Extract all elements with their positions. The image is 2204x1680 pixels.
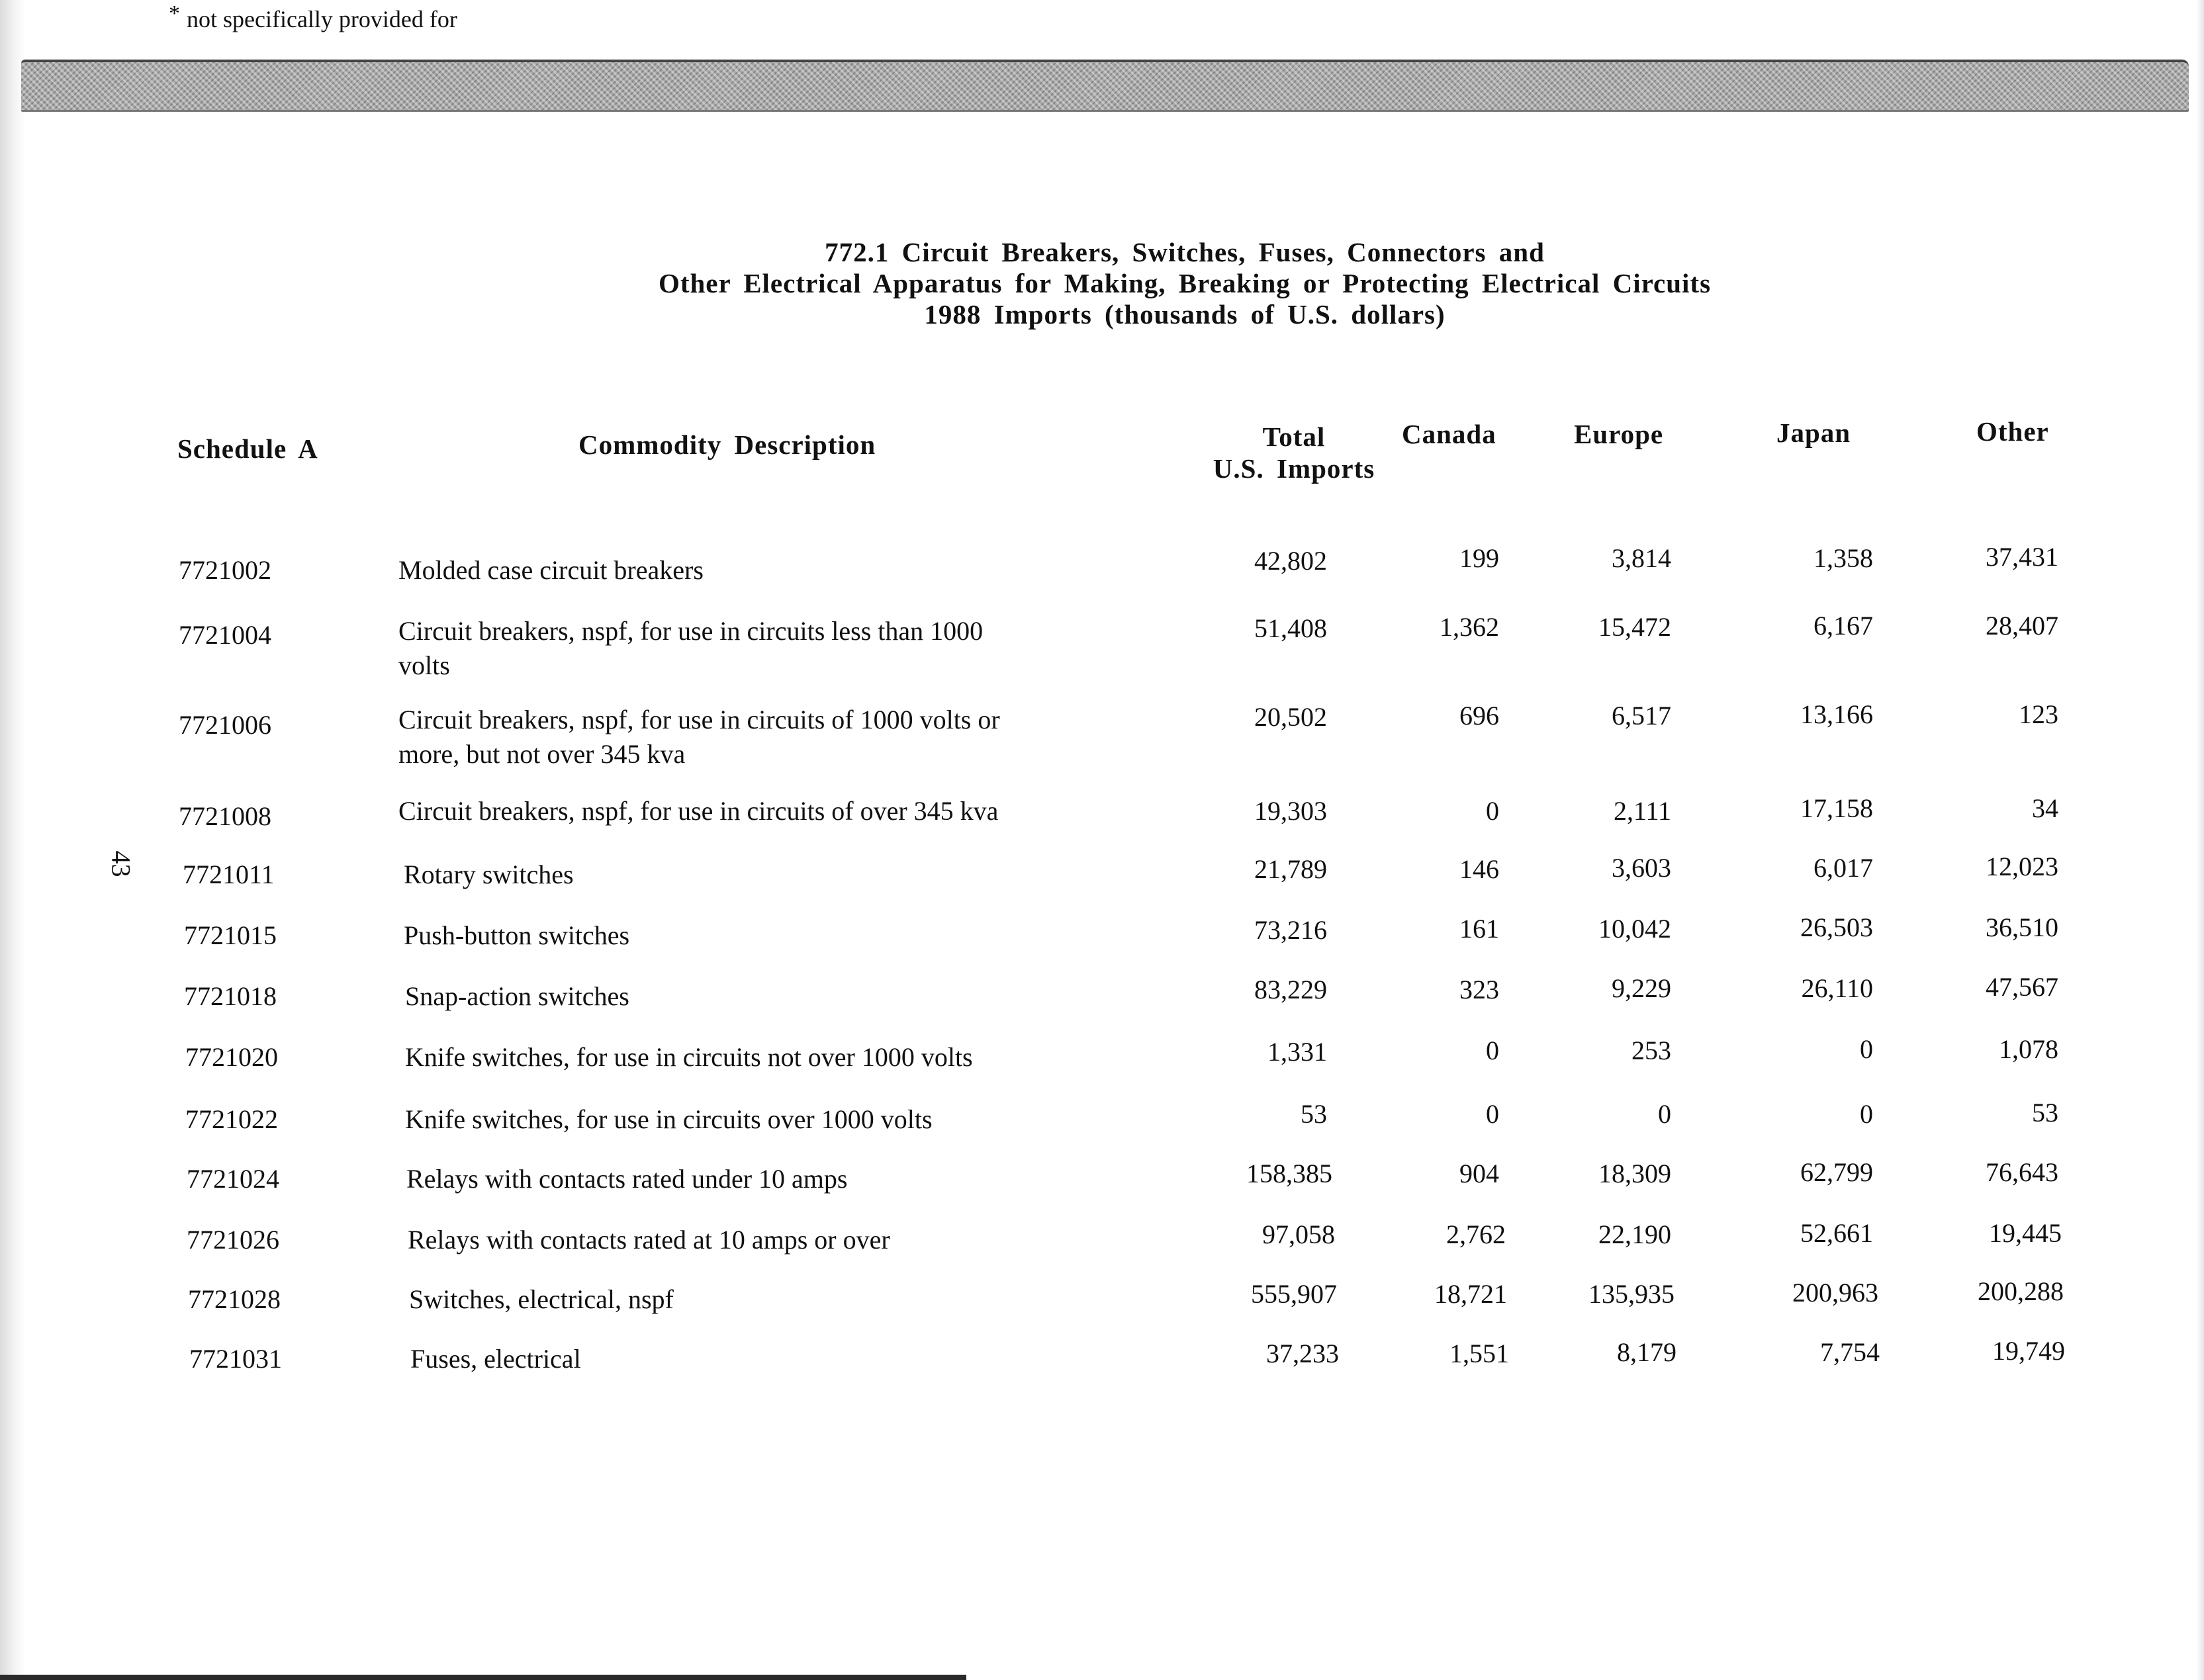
row-description: Relays with contacts rated at 10 amps or over (408, 1225, 890, 1255)
row-canada: 904 (1459, 1159, 1499, 1188)
row-japan: 6,017 (1814, 853, 1873, 883)
row-code: 7721015 (184, 920, 277, 950)
row-other: 28,407 (1986, 611, 2058, 641)
row-code: 7721008 (179, 801, 271, 831)
page-number: 43 (106, 850, 136, 877)
row-canada: 18,721 (1434, 1279, 1507, 1309)
row-code: 7721031 (189, 1344, 282, 1374)
row-europe: 3,603 (1612, 853, 1671, 883)
row-description: Relays with contacts rated under 10 amps (406, 1164, 848, 1194)
row-japan: 200,963 (1792, 1278, 1878, 1307)
row-other: 19,749 (1992, 1336, 2065, 1366)
header-other: Other (1976, 416, 2049, 447)
row-total: 83,229 (1254, 975, 1327, 1004)
row-description: Knife switches, for use in circuits not over 1000 volts (405, 1042, 973, 1072)
row-europe: 18,309 (1598, 1159, 1671, 1188)
row-europe: 15,472 (1598, 612, 1671, 642)
row-total: 51,408 (1254, 613, 1327, 643)
row-japan: 0 (1860, 1034, 1873, 1064)
row-canada: 199 (1459, 543, 1499, 573)
row-other: 19,445 (1989, 1218, 2062, 1248)
row-code: 7721022 (185, 1104, 278, 1134)
row-description: Snap-action switches (405, 981, 629, 1011)
row-other: 53 (2032, 1098, 2058, 1127)
row-other: 12,023 (1986, 852, 2058, 881)
row-europe: 0 (1658, 1099, 1671, 1129)
row-japan: 6,167 (1814, 611, 1873, 641)
row-japan: 62,799 (1800, 1157, 1873, 1187)
row-total: 20,502 (1254, 702, 1327, 732)
row-total: 42,802 (1254, 546, 1327, 576)
row-description: Circuit breakers, nspf, for use in circuits of 1000 volts or more, but not over 345 kva (398, 705, 1000, 769)
header-schedule: Schedule A (177, 433, 318, 464)
row-code: 7721002 (179, 555, 271, 585)
row-japan: 7,754 (1820, 1337, 1880, 1367)
footnote-marker: * (169, 1, 180, 26)
row-other: 123 (2019, 699, 2058, 729)
row-europe: 6,517 (1612, 701, 1671, 730)
header-canada: Canada (1402, 419, 1496, 449)
row-description: Switches, electrical, nspf (409, 1284, 674, 1314)
row-europe: 135,935 (1588, 1279, 1675, 1309)
row-europe: 9,229 (1612, 973, 1671, 1003)
row-code: 7721024 (187, 1164, 279, 1194)
row-description: Circuit breakers, nspf, for use in circuits less than 1000 volts (398, 616, 984, 680)
row-total: 53 (1301, 1099, 1327, 1129)
row-code: 7721028 (188, 1284, 281, 1314)
title-line-3: 1988 Imports (thousands of U.S. dollars) (924, 299, 1446, 330)
header-total-line-2: U.S. Imports (1213, 453, 1375, 484)
row-europe: 10,042 (1598, 914, 1671, 944)
row-other: 1,078 (1999, 1034, 2058, 1064)
row-canada: 0 (1486, 1036, 1499, 1065)
row-description: Circuit breakers, nspf, for use in circuits of over 345 kva (398, 796, 999, 826)
row-canada: 0 (1486, 1099, 1499, 1129)
row-description: Fuses, electrical (410, 1344, 581, 1374)
row-description: Push-button switches (404, 920, 630, 950)
footnote-text: not specifically provided for (187, 6, 457, 32)
row-canada: 1,551 (1449, 1339, 1509, 1368)
row-code: 7721018 (184, 981, 277, 1011)
title-line-2: Other Electrical Apparatus for Making, Breaking or Protecting Electrical Circuits (658, 268, 1712, 298)
header-japan: Japan (1776, 418, 1851, 448)
row-code: 7721026 (187, 1225, 279, 1255)
row-europe: 8,179 (1617, 1337, 1676, 1367)
row-total: 21,789 (1254, 854, 1327, 884)
row-total: 73,216 (1254, 915, 1327, 945)
row-europe: 3,814 (1612, 543, 1671, 573)
header-europe: Europe (1574, 419, 1664, 449)
row-europe: 253 (1631, 1036, 1671, 1065)
row-other: 76,643 (1986, 1157, 2058, 1187)
row-canada: 0 (1486, 796, 1499, 826)
row-canada: 146 (1459, 854, 1499, 884)
row-total: 1,331 (1267, 1037, 1327, 1067)
row-total: 555,907 (1251, 1279, 1337, 1309)
row-japan: 0 (1860, 1099, 1873, 1129)
row-description: Molded case circuit breakers (398, 555, 704, 585)
row-canada: 696 (1459, 701, 1499, 730)
header-total-line-1: Total (1262, 421, 1326, 452)
row-other: 200,288 (1978, 1276, 2064, 1306)
row-japan: 1,358 (1814, 543, 1873, 573)
row-other: 34 (2032, 793, 2058, 823)
row-code: 7721006 (179, 710, 271, 740)
row-total: 37,233 (1266, 1339, 1339, 1368)
row-code: 7721020 (185, 1042, 278, 1072)
row-canada: 1,362 (1440, 612, 1499, 642)
row-total: 97,058 (1262, 1219, 1335, 1249)
row-other: 47,567 (1986, 972, 2058, 1002)
row-japan: 17,158 (1800, 793, 1873, 823)
title-line-1: 772.1 Circuit Breakers, Switches, Fuses, Connectors and (825, 237, 1545, 267)
row-total: 158,385 (1246, 1159, 1332, 1188)
row-other: 37,431 (1986, 542, 2058, 572)
row-japan: 26,503 (1800, 912, 1873, 942)
row-canada: 2,762 (1446, 1219, 1506, 1249)
row-japan: 52,661 (1800, 1218, 1873, 1248)
header-commodity: Commodity Description (578, 429, 876, 460)
row-code: 7721004 (179, 620, 271, 650)
row-code: 7721011 (183, 860, 275, 889)
row-japan: 26,110 (1801, 973, 1873, 1003)
row-canada: 323 (1459, 975, 1499, 1004)
row-canada: 161 (1459, 914, 1499, 944)
scan-bottom-edge (0, 1675, 966, 1680)
row-europe: 2,111 (1613, 796, 1671, 826)
row-description: Knife switches, for use in circuits over 1000 volts (405, 1104, 933, 1134)
row-other: 36,510 (1986, 912, 2058, 942)
row-europe: 22,190 (1598, 1219, 1671, 1249)
row-japan: 13,166 (1800, 699, 1873, 729)
row-total: 19,303 (1254, 796, 1327, 826)
row-description: Rotary switches (404, 860, 574, 889)
